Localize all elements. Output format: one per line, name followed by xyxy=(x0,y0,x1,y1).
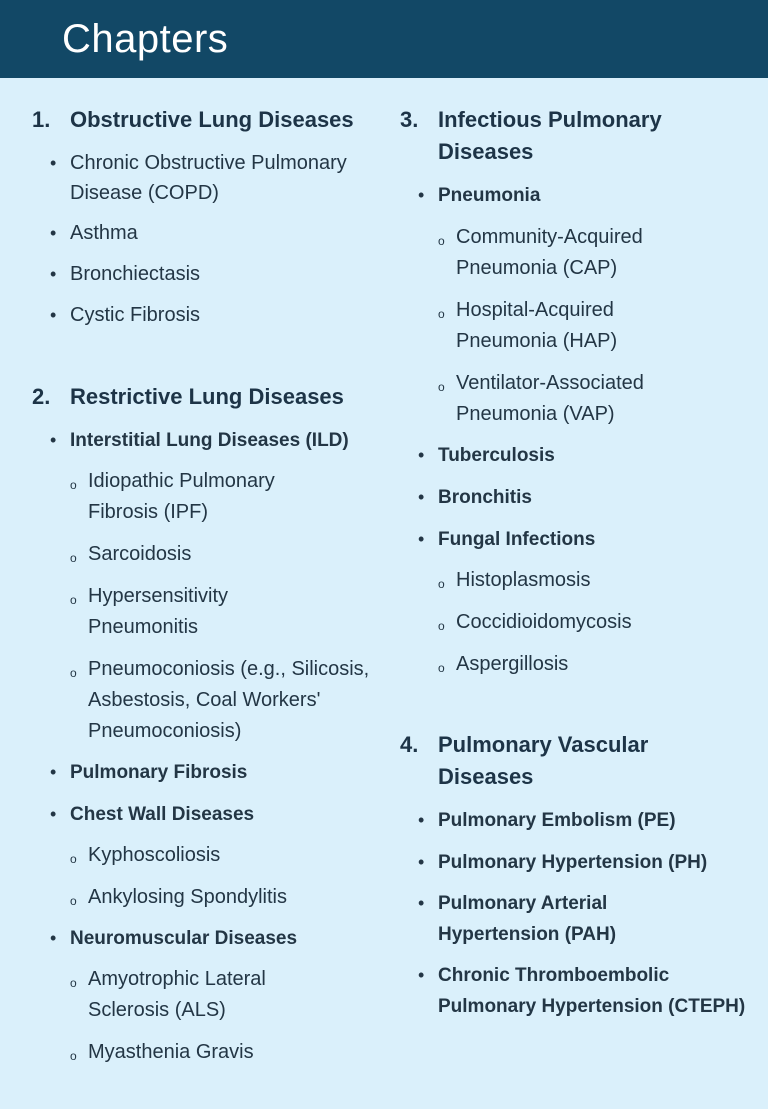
chapter-number: 4. xyxy=(400,732,419,757)
bullet-icon: • xyxy=(418,487,425,507)
chapter-title xyxy=(32,381,392,413)
list-item xyxy=(400,805,760,836)
bullet-icon: • xyxy=(50,223,57,243)
circle-bullet-icon: o xyxy=(438,619,445,633)
list-item xyxy=(400,847,760,878)
item-label: Pulmonary Arterial Hypertension (PAH) xyxy=(438,893,617,945)
sub-list-item xyxy=(32,581,298,643)
chapter-number: 1. xyxy=(32,107,51,132)
chapter-title-text: Restrictive Lung Diseases xyxy=(70,384,344,409)
header-bar xyxy=(0,0,768,78)
sub-item-label: Ventilator-Associated Pneumonia (VAP) xyxy=(456,372,644,425)
bullet-icon: • xyxy=(50,928,57,948)
circle-bullet-icon: o xyxy=(438,307,445,321)
sub-list-item xyxy=(32,882,392,913)
chapter-number: 3. xyxy=(400,107,419,132)
list-item xyxy=(32,923,392,954)
sub-item-label: Amyotrophic Lateral Sclerosis (ALS) xyxy=(88,968,266,1021)
bullet-icon: • xyxy=(50,153,57,173)
sub-item-label: Kyphoscoliosis xyxy=(88,844,221,866)
sub-item-label: Hypersensitivity Pneumonitis xyxy=(88,585,229,638)
list-item xyxy=(400,960,748,1022)
chapter-title xyxy=(400,729,718,793)
bullet-icon: • xyxy=(418,893,425,913)
sub-list-item xyxy=(400,368,696,430)
list-item xyxy=(32,259,392,289)
list-item xyxy=(400,180,760,211)
item-label: Chronic Obstructive Pulmonary Disease (COPD) xyxy=(70,152,347,204)
bullet-icon: • xyxy=(50,804,57,824)
circle-bullet-icon: o xyxy=(70,894,77,908)
circle-bullet-icon: o xyxy=(70,1049,77,1063)
sub-item-label: Coccidioidomycosis xyxy=(456,611,632,633)
item-label: Pulmonary Hypertension (PH) xyxy=(438,852,708,873)
bullet-icon: • xyxy=(418,852,425,872)
sub-item-label: Histoplasmosis xyxy=(456,569,591,591)
list-item xyxy=(32,218,392,248)
list-item xyxy=(400,524,760,555)
bullet-icon: • xyxy=(50,762,57,782)
item-label: Chronic Thromboembolic Pulmonary Hypertension (CTEPH) xyxy=(438,965,746,1017)
chapter-2 xyxy=(32,381,392,1068)
item-label: Bronchiectasis xyxy=(70,263,201,285)
chapter-items xyxy=(32,425,392,1068)
sub-list-item xyxy=(32,840,392,871)
circle-bullet-icon: o xyxy=(70,478,77,492)
chapter-3 xyxy=(400,104,760,680)
item-label: Pneumonia xyxy=(438,185,541,206)
bullet-icon: • xyxy=(418,810,425,830)
bullet-icon: • xyxy=(418,529,425,549)
bullet-icon: • xyxy=(50,430,57,450)
sub-list-item xyxy=(400,607,760,638)
bullet-icon: • xyxy=(50,305,57,325)
circle-bullet-icon: o xyxy=(438,380,445,394)
sub-list-item xyxy=(400,565,760,596)
circle-bullet-icon: o xyxy=(70,593,77,607)
item-label: Tuberculosis xyxy=(438,445,555,466)
chapter-items xyxy=(400,180,760,680)
chapter-title-text: Obstructive Lung Diseases xyxy=(70,107,354,132)
sub-list-item xyxy=(32,539,392,570)
circle-bullet-icon: o xyxy=(438,234,445,248)
sub-list-item xyxy=(32,466,348,528)
chapter-items xyxy=(400,805,760,1022)
sub-list-item xyxy=(400,649,760,680)
sub-item-label: Sarcoidosis xyxy=(88,543,192,565)
list-item xyxy=(400,482,760,513)
item-label: Pulmonary Fibrosis xyxy=(70,762,248,783)
list-item xyxy=(32,300,392,330)
item-label: Bronchitis xyxy=(438,487,532,508)
circle-bullet-icon: o xyxy=(70,976,77,990)
chapter-items xyxy=(32,148,392,330)
chapter-title-text: Infectious Pulmonary Diseases xyxy=(438,107,662,164)
circle-bullet-icon: o xyxy=(70,852,77,866)
bullet-icon: • xyxy=(418,965,425,985)
sub-item-label: Hospital-Acquired Pneumonia (HAP) xyxy=(456,299,618,352)
sub-item-label: Myasthenia Gravis xyxy=(88,1041,254,1063)
bullet-icon: • xyxy=(418,445,425,465)
list-item xyxy=(400,888,688,950)
circle-bullet-icon: o xyxy=(70,666,77,680)
sub-item-label: Pneumoconiosis (e.g., Silicosis, Asbestosis, Coal Workers' Pneumoconiosis) xyxy=(88,658,370,742)
circle-bullet-icon: o xyxy=(438,661,445,675)
circle-bullet-icon: o xyxy=(70,551,77,565)
item-label: Asthma xyxy=(70,222,138,244)
list-item xyxy=(32,148,380,208)
sub-list-item xyxy=(400,295,676,357)
page-title: Chapters xyxy=(62,17,229,61)
sub-item-label: Aspergillosis xyxy=(456,653,569,675)
sub-list-item xyxy=(400,222,706,284)
list-item xyxy=(32,425,392,456)
item-label: Chest Wall Diseases xyxy=(70,804,255,825)
chapter-title xyxy=(32,104,392,136)
item-label: Pulmonary Embolism (PE) xyxy=(438,810,676,831)
circle-bullet-icon: o xyxy=(438,577,445,591)
chapter-4 xyxy=(400,729,760,1022)
list-item xyxy=(32,757,392,788)
sub-item-label: Community-Acquired Pneumonia (CAP) xyxy=(456,226,643,279)
sub-list-item xyxy=(32,964,348,1026)
chapter-number: 2. xyxy=(32,384,51,409)
chapter-title xyxy=(400,104,718,168)
item-label: Interstitial Lung Diseases (ILD) xyxy=(70,430,349,451)
list-item xyxy=(400,440,760,471)
bullet-icon: • xyxy=(50,264,57,284)
chapter-title-text: Pulmonary Vascular Diseases xyxy=(438,732,649,789)
sub-item-label: Idiopathic Pulmonary Fibrosis (IPF) xyxy=(88,470,275,523)
sub-list-item xyxy=(32,1037,392,1068)
list-item xyxy=(32,799,392,830)
item-label: Fungal Infections xyxy=(438,529,596,550)
item-label: Cystic Fibrosis xyxy=(70,304,201,326)
sub-list-item xyxy=(32,654,388,747)
item-label: Neuromuscular Diseases xyxy=(70,928,298,949)
sub-item-label: Ankylosing Spondylitis xyxy=(88,886,287,908)
chapter-1 xyxy=(32,104,392,330)
bullet-icon: • xyxy=(418,185,425,205)
